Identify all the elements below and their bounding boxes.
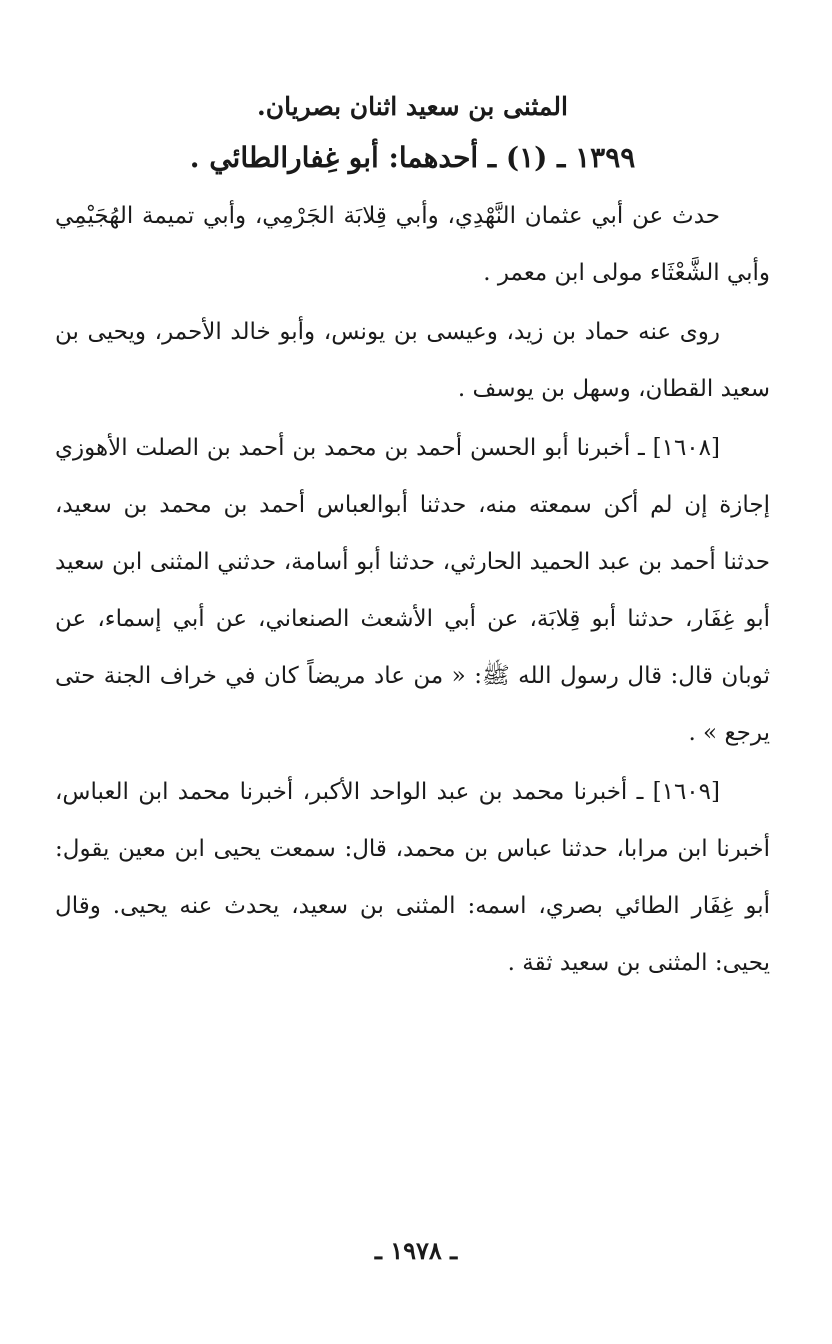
paragraph-text: روى عنه حماد بن زيد، وعيسى بن يونس، وأبو خالد الأحمر، ويحيى بن سعيد القطان، وسهل بن يوسف . (55, 319, 770, 402)
page-number: ـ ١٩٧٨ ـ (374, 1236, 458, 1265)
paragraph-teachers (55, 188, 770, 302)
paragraph-text: حدث عن أبي عثمان النَّهْدِي، وأبي قِلابَة الجَرْمِي، وأبي تميمة الهُجَيْمِي وأبي الشَّعْثَاء مولى ابن معمر . (55, 203, 770, 286)
section-title: المثنى بن سعيد اثنان بصريان. (257, 92, 568, 121)
paragraph-text: [١٦٠٨] ـ أخبرنا أبو الحسن أحمد بن محمد بن أحمد بن الصلت الأهوزي إجازة إن لم أكن سمعته منه، حدثنا أبوالعباس أحمد بن محمد بن سعيد، حدثنا أحمد بن عبد الحميد الحارثي، حدثنا أبو أسامة، حدثني المثنى ابن سعيد أبو غِفَار، حدثنا أبو قِلابَة، عن أبي الأشعث الصنعاني، عن أبي إسماء، عن ثوبان قال: قال رسول الله ﷺ: « من عاد مريضاً كان في خراف الجنة حتى يرجع » . (55, 435, 770, 746)
paragraph-hadith-1608 (55, 420, 770, 762)
page-body (55, 80, 770, 994)
paragraph-report-1609 (55, 764, 770, 992)
paragraph-text: [١٦٠٩] ـ أخبرنا محمد بن عبد الواحد الأكبر، أخبرنا محمد ابن العباس، أخبرنا ابن مرابا، حدثنا عباس بن محمد، قال: سمعت يحيى ابن معين يقول: أبو غِفَار الطائي بصري، اسمه: المثنى بن سعيد، يحدث عنه يحيى. وقال يحيى: المثنى بن سعيد ثقة . (55, 779, 770, 976)
paragraph-students (55, 304, 770, 418)
entry-title: ١٣٩٩ ـ (١) ـ أحدهما: أبو غِفارالطائي . (189, 141, 636, 174)
